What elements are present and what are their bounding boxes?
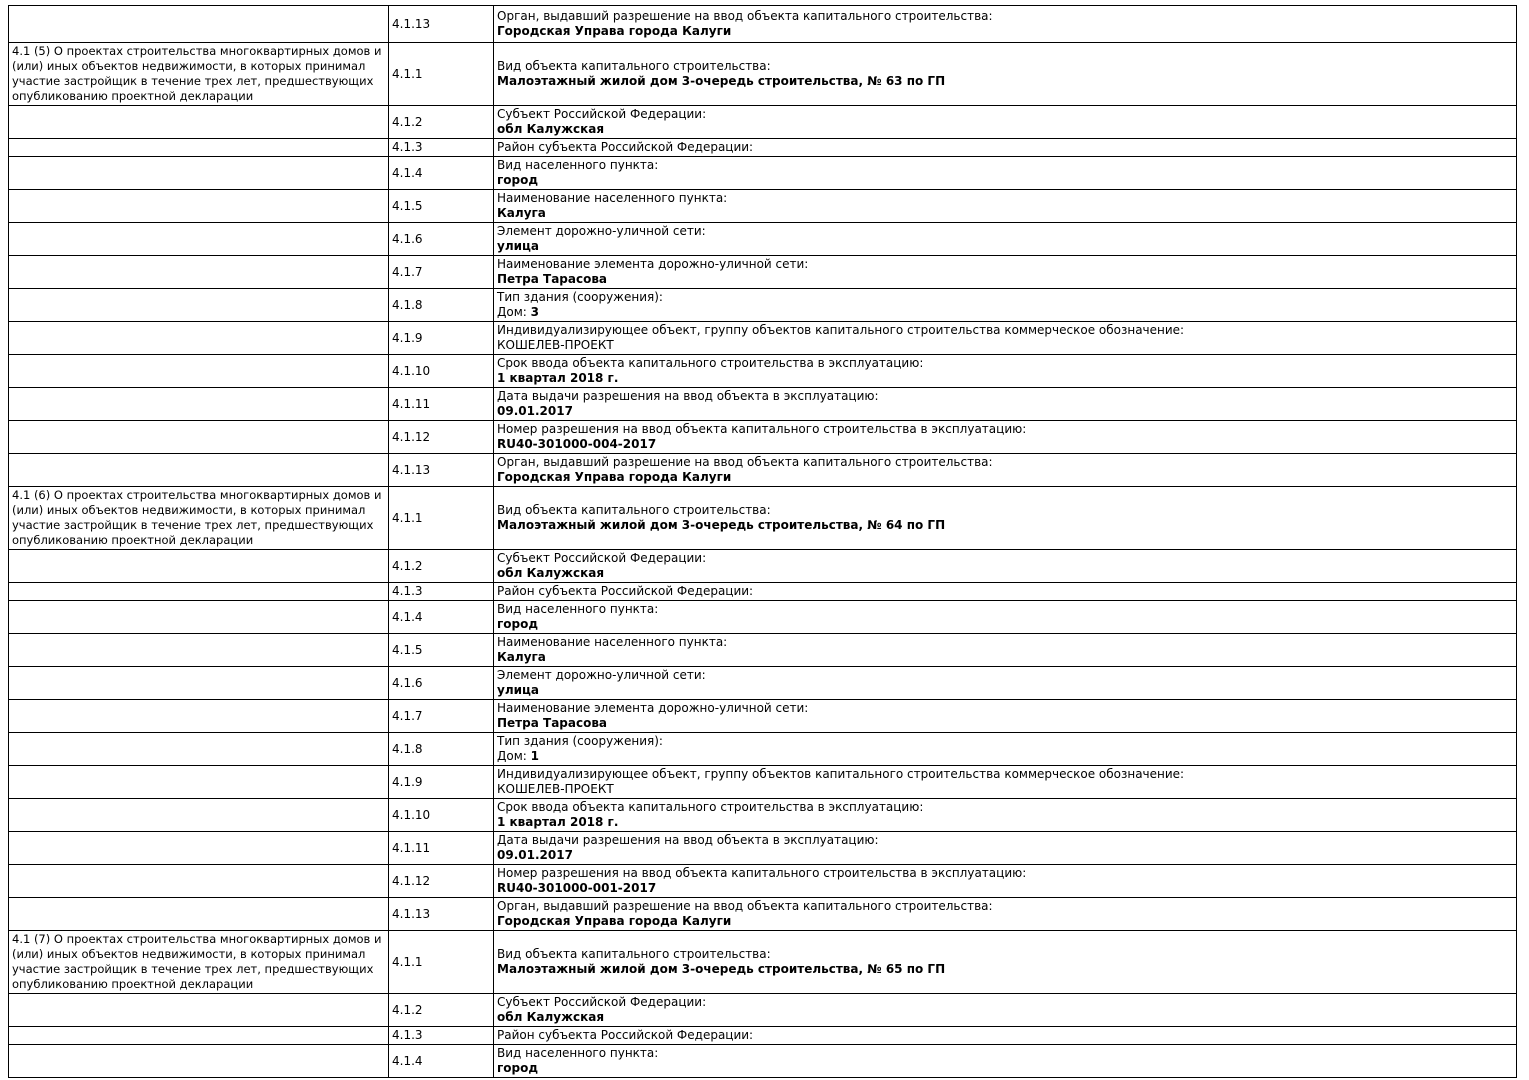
field-label: Тип здания (сооружения):	[497, 290, 663, 304]
content-cell	[494, 799, 1517, 832]
field-label: Тип здания (сооружения):	[497, 734, 663, 748]
code-cell: 4.1.7	[389, 256, 494, 289]
code-cell: 4.1.6	[389, 223, 494, 256]
field-label: Район субъекта Российской Федерации:	[497, 584, 754, 598]
code-cell: 4.1.13	[389, 6, 494, 43]
section-description-cell	[9, 550, 389, 583]
table-row	[9, 799, 1517, 832]
field-label: Район субъекта Российской Федерации:	[497, 140, 754, 154]
code-cell: 4.1.6	[389, 667, 494, 700]
content-cell	[494, 190, 1517, 223]
table-row	[9, 733, 1517, 766]
field-value: Петра Тарасова	[497, 272, 608, 286]
content-cell	[494, 601, 1517, 634]
content-cell	[494, 487, 1517, 550]
content-cell	[494, 994, 1517, 1027]
field-label: Орган, выдавший разрешение на ввод объекта капитального строительства:	[497, 455, 993, 469]
field-label: Вид объекта капитального строительства:	[497, 503, 771, 517]
content-cell	[494, 322, 1517, 355]
field-value: обл Калужская	[497, 1010, 605, 1024]
table-row	[9, 766, 1517, 799]
section-description-cell	[9, 157, 389, 190]
code-cell: 4.1.3	[389, 1027, 494, 1045]
content-cell	[494, 256, 1517, 289]
content-cell	[494, 667, 1517, 700]
field-label: Район субъекта Российской Федерации:	[497, 1028, 754, 1042]
content-cell	[494, 157, 1517, 190]
code-cell: 4.1.11	[389, 832, 494, 865]
field-label: Индивидуализирующее объект, группу объектов капитального строительства коммерческое обозначение:	[497, 323, 1185, 337]
section-description-cell	[9, 700, 389, 733]
code-cell: 4.1.13	[389, 898, 494, 931]
section-description-cell	[9, 601, 389, 634]
field-value: улица	[497, 239, 540, 253]
table-row	[9, 931, 1517, 994]
field-value: город	[497, 1061, 539, 1075]
project-declaration-table	[8, 5, 1517, 1078]
field-label: Срок ввода объекта капитального строительства в эксплуатацию:	[497, 356, 924, 370]
code-cell: 4.1.12	[389, 865, 494, 898]
content-cell	[494, 6, 1517, 43]
code-cell: 4.1.11	[389, 388, 494, 421]
field-value: 1 квартал 2018 г.	[497, 371, 619, 385]
code-cell: 4.1.8	[389, 289, 494, 322]
section-description-cell	[9, 355, 389, 388]
field-value: обл Калужская	[497, 122, 605, 136]
table-row	[9, 388, 1517, 421]
field-label: Субъект Российской Федерации:	[497, 995, 707, 1009]
table-row	[9, 157, 1517, 190]
table-row	[9, 454, 1517, 487]
section-description-cell	[9, 865, 389, 898]
table-row	[9, 289, 1517, 322]
content-cell	[494, 421, 1517, 454]
section-description-cell	[9, 667, 389, 700]
table-row	[9, 700, 1517, 733]
field-value: КОШЕЛЕВ-ПРОЕКТ	[497, 338, 614, 352]
section-description-cell	[9, 898, 389, 931]
field-value-prefix: Дом:	[497, 749, 531, 763]
table-row	[9, 355, 1517, 388]
field-label: Орган, выдавший разрешение на ввод объекта капитального строительства:	[497, 899, 993, 913]
content-cell	[494, 454, 1517, 487]
field-value: город	[497, 617, 539, 631]
field-value: Малоэтажный жилой дом 3-очередь строительства, № 63 по ГП	[497, 74, 946, 88]
content-cell	[494, 1027, 1517, 1045]
content-cell	[494, 139, 1517, 157]
field-value: Городская Управа города Калуги	[497, 24, 732, 38]
code-cell: 4.1.1	[389, 43, 494, 106]
field-label: Вид населенного пункта:	[497, 1046, 659, 1060]
table-row	[9, 1027, 1517, 1045]
table-row	[9, 487, 1517, 550]
code-cell: 4.1.3	[389, 583, 494, 601]
table-row	[9, 601, 1517, 634]
field-label: Дата выдачи разрешения на ввод объекта в эксплуатацию:	[497, 833, 879, 847]
code-cell: 4.1.4	[389, 157, 494, 190]
field-value: 1 квартал 2018 г.	[497, 815, 619, 829]
field-value-text: 3	[530, 305, 539, 319]
section-description-cell	[9, 388, 389, 421]
field-label: Орган, выдавший разрешение на ввод объекта капитального строительства:	[497, 9, 993, 23]
field-label: Срок ввода объекта капитального строительства в эксплуатацию:	[497, 800, 924, 814]
field-label: Номер разрешения на ввод объекта капитального строительства в эксплуатацию:	[497, 422, 1027, 436]
field-label: Вид объекта капитального строительства:	[497, 59, 771, 73]
table-row	[9, 106, 1517, 139]
section-description-cell	[9, 322, 389, 355]
field-value: Калуга	[497, 650, 546, 664]
content-cell	[494, 634, 1517, 667]
section-description-cell	[9, 421, 389, 454]
field-value: Калуга	[497, 206, 546, 220]
section-description-cell	[9, 733, 389, 766]
content-cell	[494, 898, 1517, 931]
field-value: улица	[497, 683, 540, 697]
table-row	[9, 994, 1517, 1027]
field-value: 09.01.2017	[497, 404, 573, 418]
field-value: город	[497, 173, 539, 187]
code-cell: 4.1.10	[389, 355, 494, 388]
table-row	[9, 421, 1517, 454]
section-description-cell	[9, 106, 389, 139]
field-label: Наименование элемента дорожно-уличной сети:	[497, 701, 809, 715]
table-row	[9, 832, 1517, 865]
section-description-cell	[9, 1027, 389, 1045]
table-row	[9, 223, 1517, 256]
content-cell	[494, 700, 1517, 733]
code-cell: 4.1.9	[389, 322, 494, 355]
field-value: 09.01.2017	[497, 848, 573, 862]
section-description-cell	[9, 634, 389, 667]
field-value: Петра Тарасова	[497, 716, 608, 730]
content-cell	[494, 832, 1517, 865]
table-row	[9, 190, 1517, 223]
field-label: Элемент дорожно-уличной сети:	[497, 224, 706, 238]
field-label: Номер разрешения на ввод объекта капитального строительства в эксплуатацию:	[497, 866, 1027, 880]
section-description-cell	[9, 6, 389, 43]
section-description-cell	[9, 454, 389, 487]
section-description-cell	[9, 139, 389, 157]
table-body	[9, 6, 1517, 1078]
code-cell: 4.1.2	[389, 550, 494, 583]
table-row	[9, 256, 1517, 289]
content-cell	[494, 865, 1517, 898]
field-value: Малоэтажный жилой дом 3-очередь строительства, № 65 по ГП	[497, 962, 946, 976]
content-cell	[494, 223, 1517, 256]
table-row	[9, 583, 1517, 601]
table-row	[9, 667, 1517, 700]
content-cell	[494, 766, 1517, 799]
section-description-cell: 4.1 (6) О проектах строительства многоквартирных домов и (или) иных объектов недвижимости, в которых принимал участие застройщик в течение трех лет, предшествующих опубликованию проектной декларации	[9, 487, 389, 550]
table-row	[9, 43, 1517, 106]
content-cell	[494, 355, 1517, 388]
field-label: Вид населенного пункта:	[497, 158, 659, 172]
field-value: обл Калужская	[497, 566, 605, 580]
field-label: Вид объекта капитального строительства:	[497, 947, 771, 961]
section-description-cell	[9, 256, 389, 289]
table-row	[9, 865, 1517, 898]
code-cell: 4.1.10	[389, 799, 494, 832]
section-description-cell: 4.1 (5) О проектах строительства многоквартирных домов и (или) иных объектов недвижимости, в которых принимал участие застройщик в течение трех лет, предшествующих опубликованию проектной декларации	[9, 43, 389, 106]
content-cell	[494, 289, 1517, 322]
section-description-cell	[9, 223, 389, 256]
content-cell	[494, 43, 1517, 106]
code-cell: 4.1.1	[389, 487, 494, 550]
code-cell: 4.1.2	[389, 994, 494, 1027]
code-cell: 4.1.8	[389, 733, 494, 766]
code-cell: 4.1.13	[389, 454, 494, 487]
section-description-cell	[9, 766, 389, 799]
field-label: Вид населенного пункта:	[497, 602, 659, 616]
code-cell: 4.1.5	[389, 190, 494, 223]
code-cell: 4.1.3	[389, 139, 494, 157]
field-value-text: 1	[530, 749, 539, 763]
table-row	[9, 898, 1517, 931]
field-label: Индивидуализирующее объект, группу объектов капитального строительства коммерческое обозначение:	[497, 767, 1185, 781]
code-cell: 4.1.4	[389, 1045, 494, 1078]
field-value: Городская Управа города Калуги	[497, 914, 732, 928]
content-cell	[494, 1045, 1517, 1078]
code-cell: 4.1.4	[389, 601, 494, 634]
field-label: Наименование населенного пункта:	[497, 191, 728, 205]
declaration-page	[8, 5, 1516, 1078]
content-cell	[494, 931, 1517, 994]
field-label: Наименование элемента дорожно-уличной сети:	[497, 257, 809, 271]
field-value: Малоэтажный жилой дом 3-очередь строительства, № 64 по ГП	[497, 518, 946, 532]
section-description-cell	[9, 799, 389, 832]
field-value: Городская Управа города Калуги	[497, 470, 732, 484]
field-value: RU40-301000-001-2017	[497, 881, 657, 895]
section-description-cell	[9, 832, 389, 865]
section-description-cell	[9, 583, 389, 601]
content-cell	[494, 106, 1517, 139]
content-cell	[494, 583, 1517, 601]
section-description-cell	[9, 190, 389, 223]
field-label: Элемент дорожно-уличной сети:	[497, 668, 706, 682]
table-row	[9, 322, 1517, 355]
code-cell: 4.1.2	[389, 106, 494, 139]
field-value	[497, 749, 1513, 764]
content-cell	[494, 733, 1517, 766]
content-cell	[494, 550, 1517, 583]
section-description-cell	[9, 289, 389, 322]
field-label: Наименование населенного пункта:	[497, 635, 728, 649]
section-description-cell	[9, 1045, 389, 1078]
content-cell	[494, 388, 1517, 421]
field-value-prefix: Дом:	[497, 305, 531, 319]
code-cell: 4.1.1	[389, 931, 494, 994]
field-label: Дата выдачи разрешения на ввод объекта в эксплуатацию:	[497, 389, 879, 403]
field-label: Субъект Российской Федерации:	[497, 551, 707, 565]
field-value	[497, 305, 1513, 320]
code-cell: 4.1.7	[389, 700, 494, 733]
field-value: КОШЕЛЕВ-ПРОЕКТ	[497, 782, 614, 796]
table-row	[9, 550, 1517, 583]
section-description-cell: 4.1 (7) О проектах строительства многоквартирных домов и (или) иных объектов недвижимости, в которых принимал участие застройщик в течение трех лет, предшествующих опубликованию проектной декларации	[9, 931, 389, 994]
table-row	[9, 139, 1517, 157]
section-description-cell	[9, 994, 389, 1027]
table-row	[9, 6, 1517, 43]
code-cell: 4.1.12	[389, 421, 494, 454]
code-cell: 4.1.9	[389, 766, 494, 799]
table-row	[9, 1045, 1517, 1078]
field-value: RU40-301000-004-2017	[497, 437, 657, 451]
code-cell: 4.1.5	[389, 634, 494, 667]
field-label: Субъект Российской Федерации:	[497, 107, 707, 121]
table-row	[9, 634, 1517, 667]
